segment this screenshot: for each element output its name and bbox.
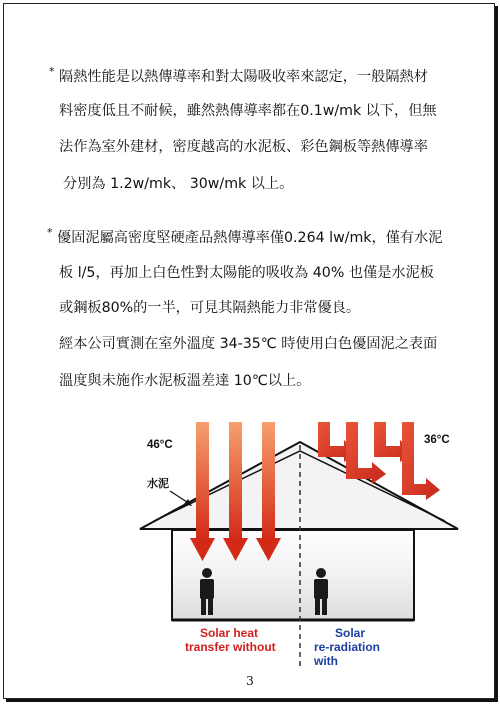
material-label: 水泥 [147,477,169,490]
paragraph-line: 料密度低且不耐候，雖然熱傳導率都在0.1w/mk 以下，但無 [59,103,437,119]
paragraph-line: 或鋼板80%的一半，可見其隔熱能力非常優良。 [59,300,361,316]
paragraph-line: 板 l/5，再加上白色性對太陽能的吸收為 40% 也僅是水泥板 [59,265,434,281]
paragraph-line: 經本公司實測在室外溫度 34-35℃ 時使用白色優固泥之表面 [59,336,438,352]
caption-left-line-2: transfer without [185,640,276,654]
paragraph-line: 溫度與未施作水泥板溫差達 10℃以上。 [59,373,311,389]
paragraph-line: 法作為室外建材，密度越高的水泥板、彩色鋼板等熱傳導率 [59,139,428,155]
caption-right-line-3: with [314,654,338,668]
caption-left-line-1: Solar heat [200,626,259,640]
caption-right-line-1: Solar [335,626,366,640]
temperature-left: 46°C [147,439,173,451]
page-number: 3 [246,674,254,688]
bullet: * [47,226,53,239]
paragraph-line: 優固泥屬高密度堅硬產品熱傳導率僅0.264 lw/mk，僅有水泥 [57,230,443,246]
left-heat-arrows [190,422,281,561]
paragraph-line: 分別為 1.2w/mk、 30w/mk 以上。 [63,176,294,192]
caption-right-line-2: re-radiation [314,640,381,654]
temperature-right: 36°C [424,434,450,446]
bullet: * [49,65,55,78]
paragraph-line: 隔熱性能是以熱傳導率和對太陽吸收率來認定，一般隔熱材 [59,69,428,85]
